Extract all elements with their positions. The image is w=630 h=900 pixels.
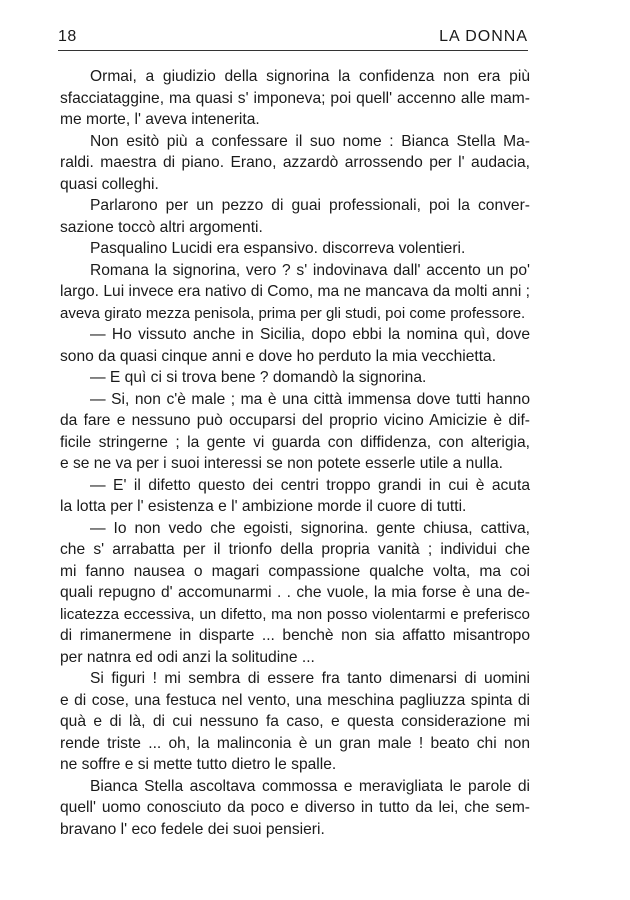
running-title: LA DONNA: [439, 28, 528, 45]
text-line: sfacciataggine, ma quasi s' imponeva; poi quell' accenno alle mam-: [60, 89, 530, 107]
text-line: che s' arrabatta per il trionfo della propria vanità ; individui che: [60, 541, 530, 558]
text-line: Si figuri ! mi sembra di essere fra tanto dimenarsi di uomini: [90, 670, 530, 687]
text-line: mi fanno nausea o magari compassione qualche volta, ma coi: [60, 562, 530, 580]
text-line: Non esitò più a confessare il suo nome : Bianca Stella Ma-: [90, 132, 530, 150]
text-line: aveva girato mezza penisola, prima per gli studi, poi come professore.: [60, 304, 526, 322]
text-line: licatezza eccessiva, un difetto, ma non posso violentarmi e preferisco: [60, 605, 530, 623]
text-line: sono da quasi cinque anni e dove ho perduto la mia vecchietta.: [60, 347, 497, 365]
body-text: [60, 66, 530, 840]
page-header: [58, 28, 528, 50]
text-line: Parlarono per un pezzo di guai professionali, poi la conver-: [90, 197, 530, 214]
text-line: — Ho vissuto anche in Sicilia, dopo ebbi la nomina quì, dove: [90, 326, 530, 343]
text-line: per natnra ed odi anzi la solitudine ...: [60, 648, 315, 666]
text-line: largo. Lui invece era nativo di Como, ma ne mancava da molti anni ;: [60, 283, 530, 300]
text-line: — E' il difetto questo dei centri troppo grandi in cui è acuta: [90, 476, 530, 494]
text-line: raldi. maestra di piano. Erano, azzardò arrossendo per l' audacia,: [60, 154, 530, 171]
page-number: 18: [58, 28, 77, 45]
text-line: — Io non vedo che egoisti, signorina. gente chiusa, cattiva,: [90, 519, 530, 537]
text-line: ne soffre e si mette tutto dietro le spalle.: [60, 756, 337, 773]
text-line: Bianca Stella ascoltava commossa e meravigliata le parole di: [90, 777, 530, 795]
text-line: la lotta per l' esistenza e l' ambizione morde il cuore di tutti.: [60, 498, 467, 515]
text-line: ficile stringerne ; la gente vi guarda con diffidenza, con alterigia,: [60, 433, 530, 451]
text-line: quell' uomo conosciuto da poco e diverso in tutto da lei, che sem-: [60, 799, 530, 816]
text-line: — Si, non c'è male ; ma è una città immensa dove tutti hanno: [90, 390, 530, 408]
text-line: quali repugno d' accomunarmi . . che vuole, la mia forse è una de-: [60, 584, 530, 601]
text-line: quà e di là, di cui nessuno fa caso, e questa considerazione mi: [60, 713, 530, 730]
header-rule: [58, 50, 528, 51]
text-line: bravano l' eco fedele dei suoi pensieri.: [60, 820, 325, 838]
text-line: Pasqualino Lucidi era espansivo. discorreva volentieri.: [90, 240, 466, 257]
text-line: e di cose, una festuca nel vento, una meschina pagliuzza spinta di: [60, 691, 530, 709]
text-line: da fare e nessuno può occuparsi del proprio vicino Amicizie è dif-: [60, 412, 530, 429]
text-line: sazione toccò altri argomenti.: [60, 218, 263, 236]
text-line: Romana la signorina, vero ? s' indovinava dall' accento un po': [90, 261, 530, 279]
text-line: Ormai, a giudizio della signorina la confidenza non era più: [90, 68, 530, 85]
text-line: di rimanermene in disparte ... benchè non sia affatto misantropo: [60, 627, 530, 644]
text-line: me morte, l' aveva intenerita.: [60, 111, 260, 128]
text-line: rende triste ... oh, la malinconia è un gran male ! beato chi non: [60, 734, 530, 752]
text-line: — E quì ci si trova bene ? domandò la signorina.: [90, 369, 427, 386]
text-line: quasi colleghi.: [60, 175, 159, 193]
text-line: e se ne va per i suoi interessi se non potete esserle utile a nulla.: [60, 455, 503, 472]
